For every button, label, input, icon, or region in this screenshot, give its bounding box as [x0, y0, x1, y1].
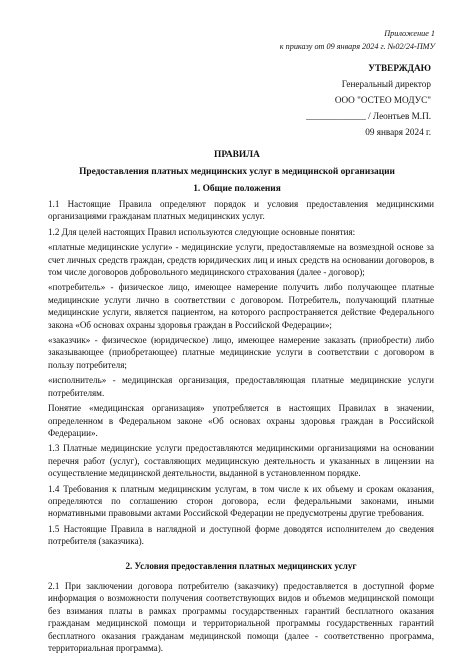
section-1-heading: 1. Общие положения — [193, 184, 281, 194]
appendix-label: Приложение 1 — [384, 29, 435, 38]
order-reference: к приказу от 09 января 2024 г. №02/24-ПМУ — [279, 42, 435, 51]
paragraph: «потребитель» - физическое лицо, имеющее намерение получить либо получающее платные медицинские услуги лично в соответствии с договором. Потребитель, получающий платные медицинские услуги, является пациентом, на которого распространяется действие Федерального закона «Об основах охраны здоровья граждан в Российской Федерации»; — [48, 282, 434, 330]
paragraph: «платные медицинские услуги» - медицинские услуги, предоставляемые на возмездной основе за счет личных средств граждан, средств юридических лиц и иных средств на основании договоров, в том числе договоров добровольного медицинского страхования (далее - договор); — [48, 242, 435, 278]
paragraph: «заказчик» - физическое (юридическое) лицо, имеющее намерение заказать (приобрести) либо заказывающее (приобретающее) платные медицинские услуги в соответствии с договором в пользу потребителя; — [48, 335, 434, 370]
paragraph: 1.3 Платные медицинские услуги предоставляются медицинскими организациями на основании перечня работ (услуг), составляющих медицинскую деятельность и указанных в лицензии на осуществление медицинской деятельности, выданной в установленном порядке. — [48, 443, 434, 479]
paragraph: 1.2 Для целей настоящих Правил используются следующие основные понятия: — [48, 226, 356, 237]
paragraph: Понятие «медицинская организация» употребляется в настоящих Правилах в значении, определенном в Федеральном законе «Об основах охраны здоровья граждан в Российской Федерации». — [48, 403, 434, 438]
document-body — [48, 198, 434, 657]
document-title: ПРАВИЛА — [214, 150, 260, 160]
document-subtitle: Предоставления платных медицинских услуг в медицинской организации — [79, 167, 395, 177]
paragraph: «исполнитель» - медицинская организация, предоставляющая платные медицинские услуги потребителям. — [48, 375, 434, 398]
paragraph: 1.4 Требования к платным медицинским услугам, в том числе к их объему и срокам оказания, определяются по соглашению сторон договора, если федеральными законами, иными нормативными правовыми актами Российской Федерации не предусмотрены другие требования. — [48, 483, 434, 519]
paragraph: 1.1 Настоящие Правила определяют порядок и условия предоставления медицинскими организациями гражданам платных медицинских услуг. — [48, 199, 434, 222]
approval-company: ООО "ОСТЕО МОДУС" — [334, 95, 431, 105]
approval-heading: УТВЕРЖДАЮ — [368, 63, 431, 73]
paragraph: 1.5 Настоящие Правила в наглядной и доступной форме доводятся исполнителем до сведения потребителя (заказчика). — [48, 523, 434, 547]
approval-block — [306, 60, 431, 140]
approval-signature: _____________ / Леонтьев М.П. — [306, 111, 431, 121]
approval-position: Генеральный директор — [341, 79, 431, 89]
section-2-heading: 2. Условия предоставления платных медицинских услуг — [125, 560, 357, 571]
paragraph: 2.1 При заключении договора потребителю (заказчику) предоставляется в доступной форме информация о возможности получения соответствующих видов и объемов медицинской помощи без взимания платы в рамках программы государственных гарантий бесплатного оказания гражданам медицинской помощи и территориальной программы государственных гарантий бесплатного оказания гражданам медицинской помощи (далее - соответственно программа, территориальная программа). — [48, 580, 434, 653]
approval-date: 09 января 2024 г. — [365, 127, 431, 137]
